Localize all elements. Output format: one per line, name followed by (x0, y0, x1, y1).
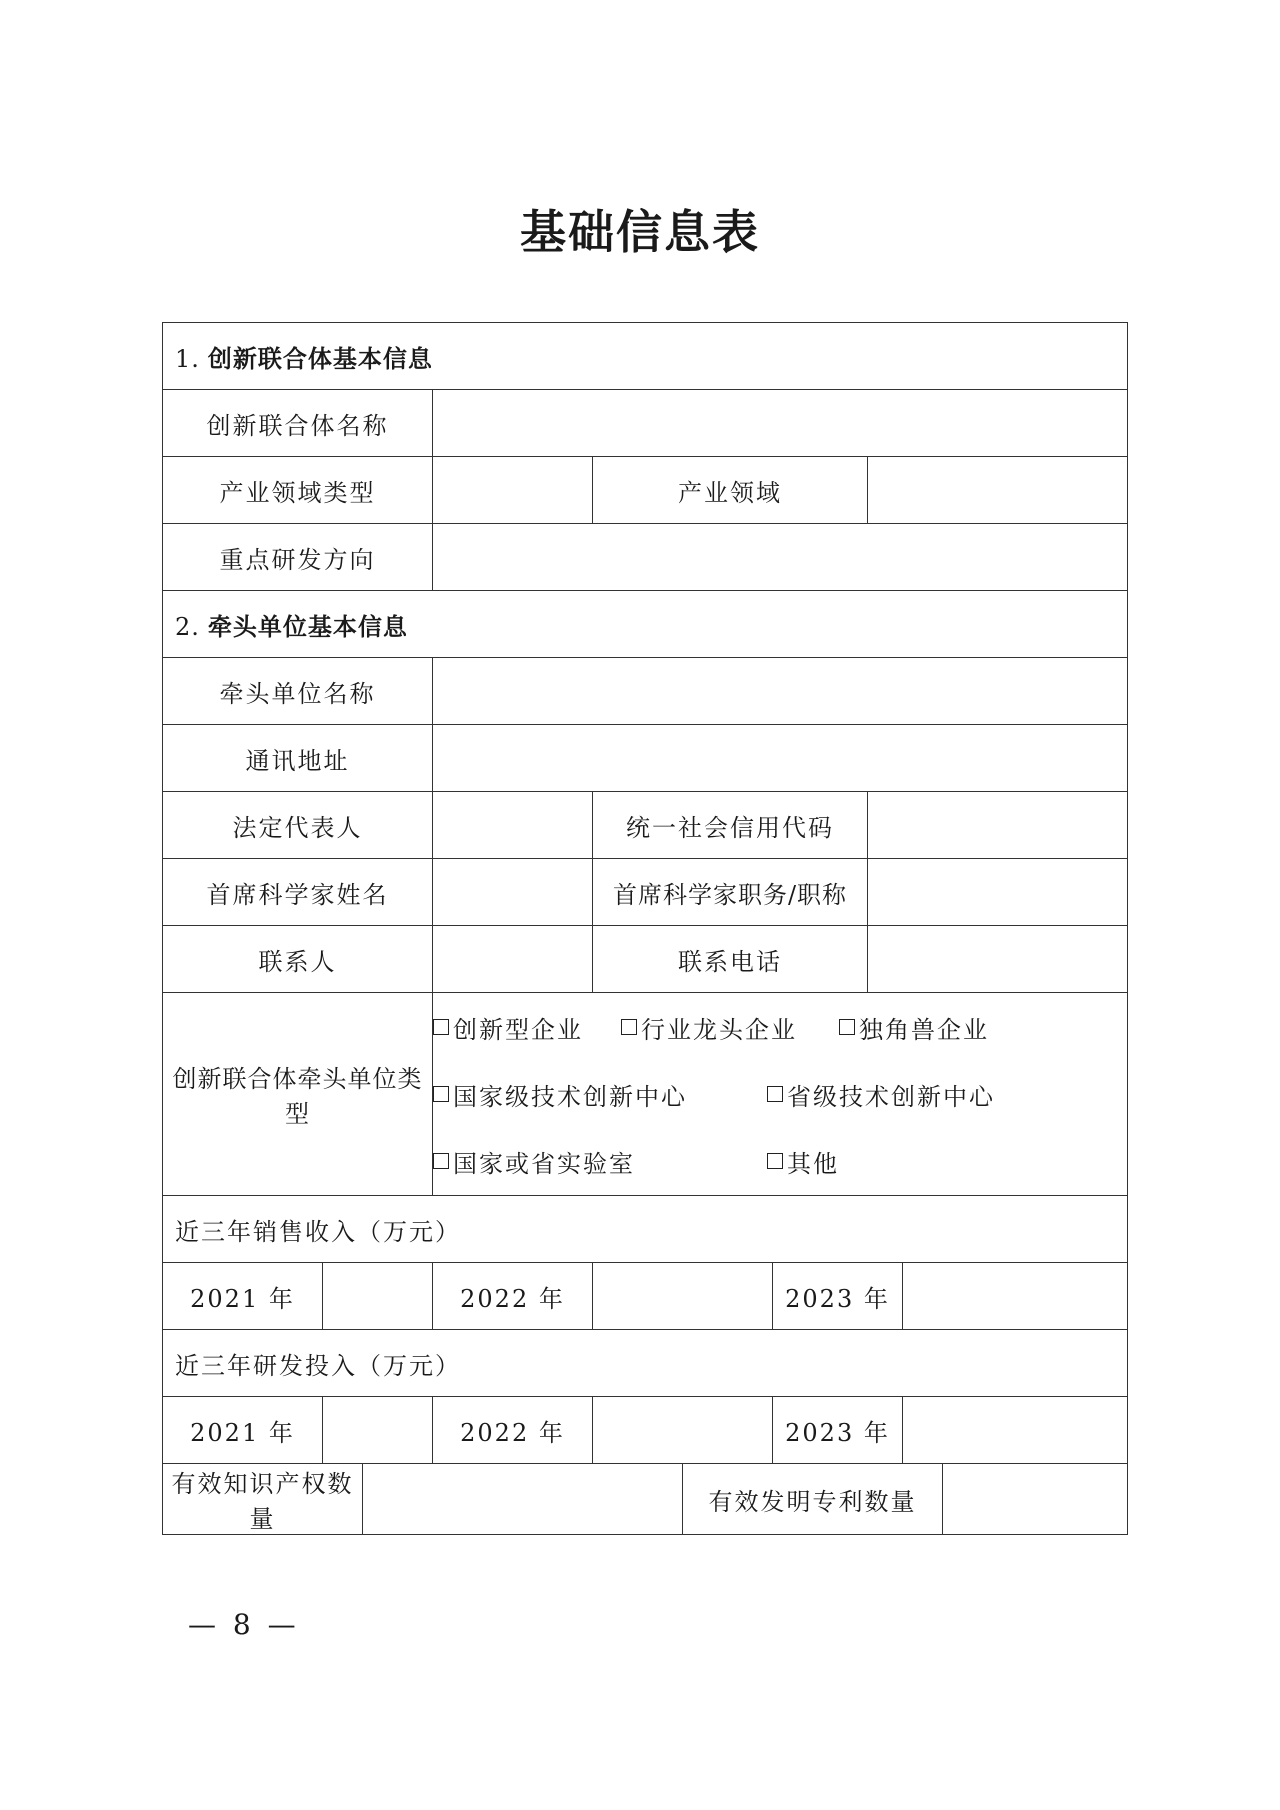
checkbox-icon[interactable] (433, 1086, 449, 1102)
checkbox-icon[interactable] (839, 1019, 855, 1035)
rd-2021-field[interactable] (323, 1397, 433, 1464)
option-national-tech-center[interactable]: 国家级技术创新中心 (433, 1077, 767, 1112)
chief-scientist-field[interactable] (433, 859, 593, 926)
sales-year-2021: 2021 年 (163, 1263, 323, 1330)
rd-year-2023: 2023 年 (773, 1397, 903, 1464)
credit-code-field[interactable] (868, 792, 1128, 859)
lead-unit-name-field[interactable] (433, 658, 1128, 725)
credit-code-label: 统一社会信用代码 (593, 792, 868, 859)
section-2-header (163, 591, 1128, 658)
checkbox-icon[interactable] (767, 1086, 783, 1102)
option-other[interactable]: 其他 (767, 1144, 839, 1179)
sales-2022-field[interactable] (593, 1263, 773, 1330)
rd-2023-field[interactable] (903, 1397, 1128, 1464)
industry-type-field[interactable] (433, 457, 593, 524)
sales-year-2023: 2023 年 (773, 1263, 903, 1330)
option-industry-leader[interactable]: 行业龙头企业 (621, 1010, 839, 1045)
sales-year-2022: 2022 年 (433, 1263, 593, 1330)
rd-year-2022: 2022 年 (433, 1397, 593, 1464)
option-provincial-tech-center[interactable]: 省级技术创新中心 (767, 1077, 995, 1112)
checkbox-icon[interactable] (767, 1153, 783, 1169)
industry-type-label: 产业领域类型 (163, 457, 433, 524)
union-name-field[interactable] (433, 390, 1128, 457)
section-1-header (163, 323, 1128, 390)
union-name-label: 创新联合体名称 (163, 390, 433, 457)
legal-rep-field[interactable] (433, 792, 593, 859)
rd-direction-label: 重点研发方向 (163, 524, 433, 591)
phone-label: 联系电话 (593, 926, 868, 993)
ip-count-label: 有效知识产权数量 (163, 1464, 363, 1535)
checkbox-icon[interactable] (433, 1153, 449, 1169)
lead-unit-name-label: 牵头单位名称 (163, 658, 433, 725)
ip-count-field[interactable] (363, 1464, 683, 1535)
lead-unit-type-label: 创新联合体牵头单位类型 (163, 993, 433, 1196)
section-2-number: 2. (175, 612, 200, 641)
industry-label: 产业领域 (593, 457, 868, 524)
address-label: 通讯地址 (163, 725, 433, 792)
section-1-number: 1. (175, 344, 200, 373)
option-unicorn[interactable]: 独角兽企业 (839, 1010, 989, 1045)
rd-direction-field[interactable] (433, 524, 1128, 591)
rd-year-2021: 2021 年 (163, 1397, 323, 1464)
checkbox-icon[interactable] (433, 1019, 449, 1035)
patent-count-label: 有效发明专利数量 (683, 1464, 943, 1535)
rd-invest-label: 近三年研发投入（万元） (163, 1330, 1128, 1397)
section-2-title: 牵头单位基本信息 (207, 612, 408, 641)
chief-scientist-title-field[interactable] (868, 859, 1128, 926)
chief-scientist-title-label: 首席科学家职务/职称 (593, 859, 868, 926)
lead-unit-type-options (433, 993, 1128, 1196)
legal-rep-label: 法定代表人 (163, 792, 433, 859)
checkbox-icon[interactable] (621, 1019, 637, 1035)
patent-count-field[interactable] (943, 1464, 1128, 1535)
phone-field[interactable] (868, 926, 1128, 993)
sales-label: 近三年销售收入（万元） (163, 1196, 1128, 1263)
page-number: — 8 — (188, 1608, 300, 1641)
section-1-title: 创新联合体基本信息 (207, 344, 433, 373)
chief-scientist-label: 首席科学家姓名 (163, 859, 433, 926)
sales-2023-field[interactable] (903, 1263, 1128, 1330)
option-national-provincial-lab[interactable]: 国家或省实验室 (433, 1144, 767, 1179)
sales-2021-field[interactable] (323, 1263, 433, 1330)
contact-label: 联系人 (163, 926, 433, 993)
basic-info-table (162, 322, 1128, 1535)
option-innovative-enterprise[interactable]: 创新型企业 (433, 1010, 621, 1045)
contact-field[interactable] (433, 926, 593, 993)
rd-2022-field[interactable] (593, 1397, 773, 1464)
industry-field[interactable] (868, 457, 1128, 524)
page-title: 基础信息表 (520, 205, 760, 259)
address-field[interactable] (433, 725, 1128, 792)
